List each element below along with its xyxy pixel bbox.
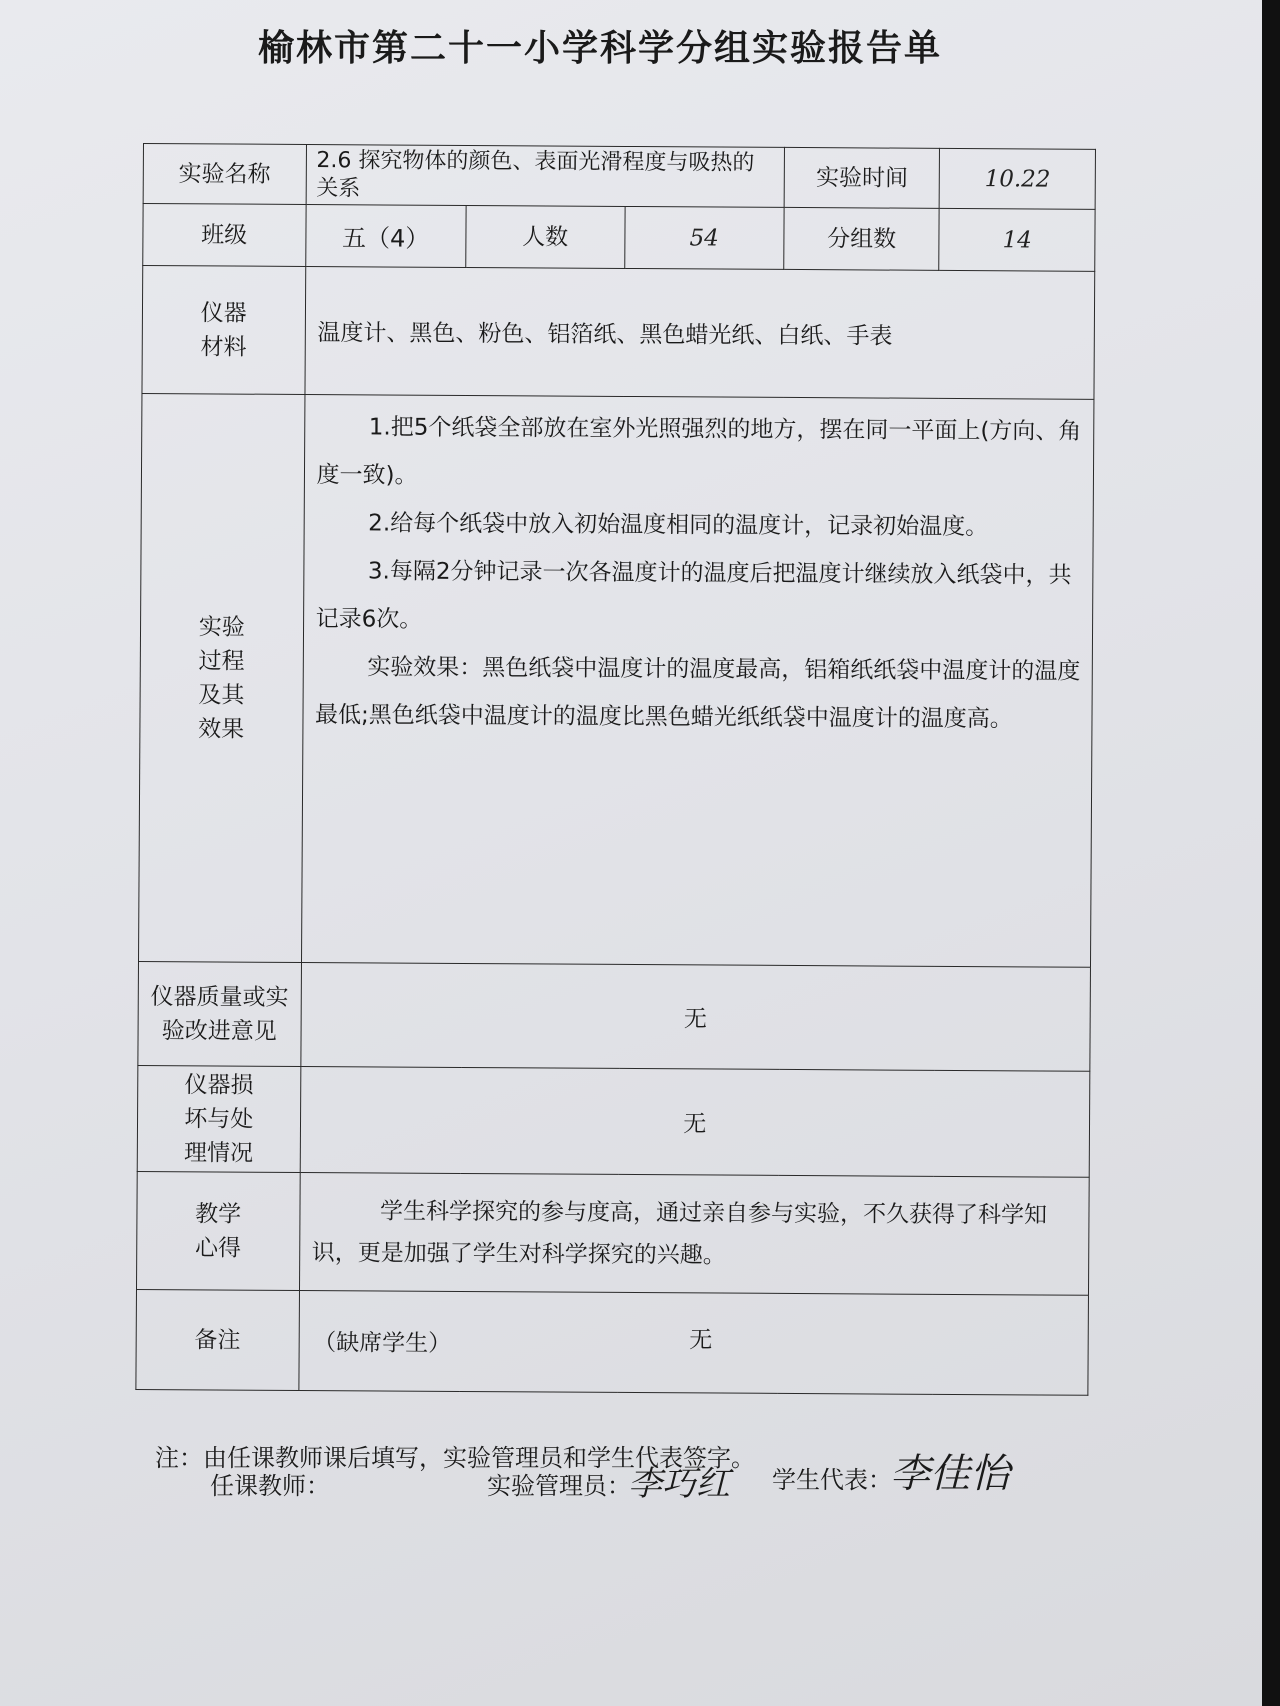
student-signature: 李佳怡 [890, 1451, 1010, 1497]
count-label: 人数 [466, 205, 625, 268]
groups-value: 14 [939, 208, 1095, 271]
table-row [137, 1065, 1090, 1177]
class-label: 班级 [143, 204, 306, 267]
damage-value: 无 [300, 1066, 1090, 1177]
admin-label: 实验管理员： [487, 1472, 631, 1500]
class-value: 五（4） [305, 204, 466, 267]
materials-value: 温度计、黑色、粉色、铝箔纸、黑色蜡光纸、白纸、手表 [305, 266, 1095, 399]
process-label: 实验过程及其效果 [139, 393, 305, 962]
quality-value: 无 [300, 962, 1090, 1071]
teaching-value: 学生科学探究的参与度高，通过亲自参与实验，不久获得了科学知识，更是加强了学生对科学探究的兴趣。 [299, 1172, 1089, 1295]
remarks-label: 备注 [136, 1289, 299, 1390]
footer-note: 注：由任课教师课后填写，实验管理员和学生代表签字。 [155, 1444, 755, 1472]
quality-label: 仪器质量或实验改进意见 [138, 961, 301, 1066]
admin-signature: 李巧红 [628, 1464, 730, 1504]
materials-label: 仪器材料 [142, 266, 305, 395]
table-row [143, 144, 1095, 210]
table-row [136, 1289, 1089, 1395]
process-step: 2.给每个纸袋中放入初始温度相同的温度计，记录初始温度。 [368, 510, 989, 541]
count-value: 54 [624, 206, 784, 269]
report-table [135, 143, 1096, 1396]
groups-label: 分组数 [784, 207, 940, 270]
background-edge [1262, 0, 1280, 1706]
absent-label: （缺席学生） [313, 1330, 452, 1357]
teaching-label: 教学心得 [136, 1171, 299, 1290]
damage-label: 仪器损坏与处理情况 [137, 1065, 300, 1172]
table-row [142, 266, 1095, 400]
process-effect: 实验效果：黑色纸袋中温度计的温度最高，铝箱纸纸袋中温度计的温度最低;黑色纸袋中温度计的温度比黑色蜡光纸纸袋中温度计的温度高。 [314, 654, 1081, 733]
table-row [143, 204, 1095, 272]
time-label: 实验时间 [784, 147, 940, 208]
teacher-label: 任课教师： [210, 1472, 330, 1500]
table-row [136, 1171, 1089, 1295]
remarks-value: 无 [689, 1327, 713, 1354]
name-label: 实验名称 [143, 144, 306, 205]
process-step: 1.把5个纸袋全部放在室外光照强烈的地方，摆在同一平面上(方向、角度一致)。 [316, 414, 1082, 489]
time-value: 10.22 [940, 148, 1096, 209]
remarks-cell [298, 1290, 1088, 1395]
experiment-name: 2.6 探究物体的颜色、表面光滑程度与吸热的关系 [306, 144, 785, 207]
table-row [139, 393, 1094, 967]
table-row [138, 961, 1091, 1071]
process-content [301, 394, 1094, 967]
student-label: 学生代表： [772, 1466, 892, 1494]
process-step: 3.每隔2分钟记录一次各温度计的温度后把温度计继续放入纸袋中，共记录6次。 [315, 558, 1072, 633]
page-title: 榆林市第二十一小学科学分组实验报告单 [257, 28, 942, 69]
